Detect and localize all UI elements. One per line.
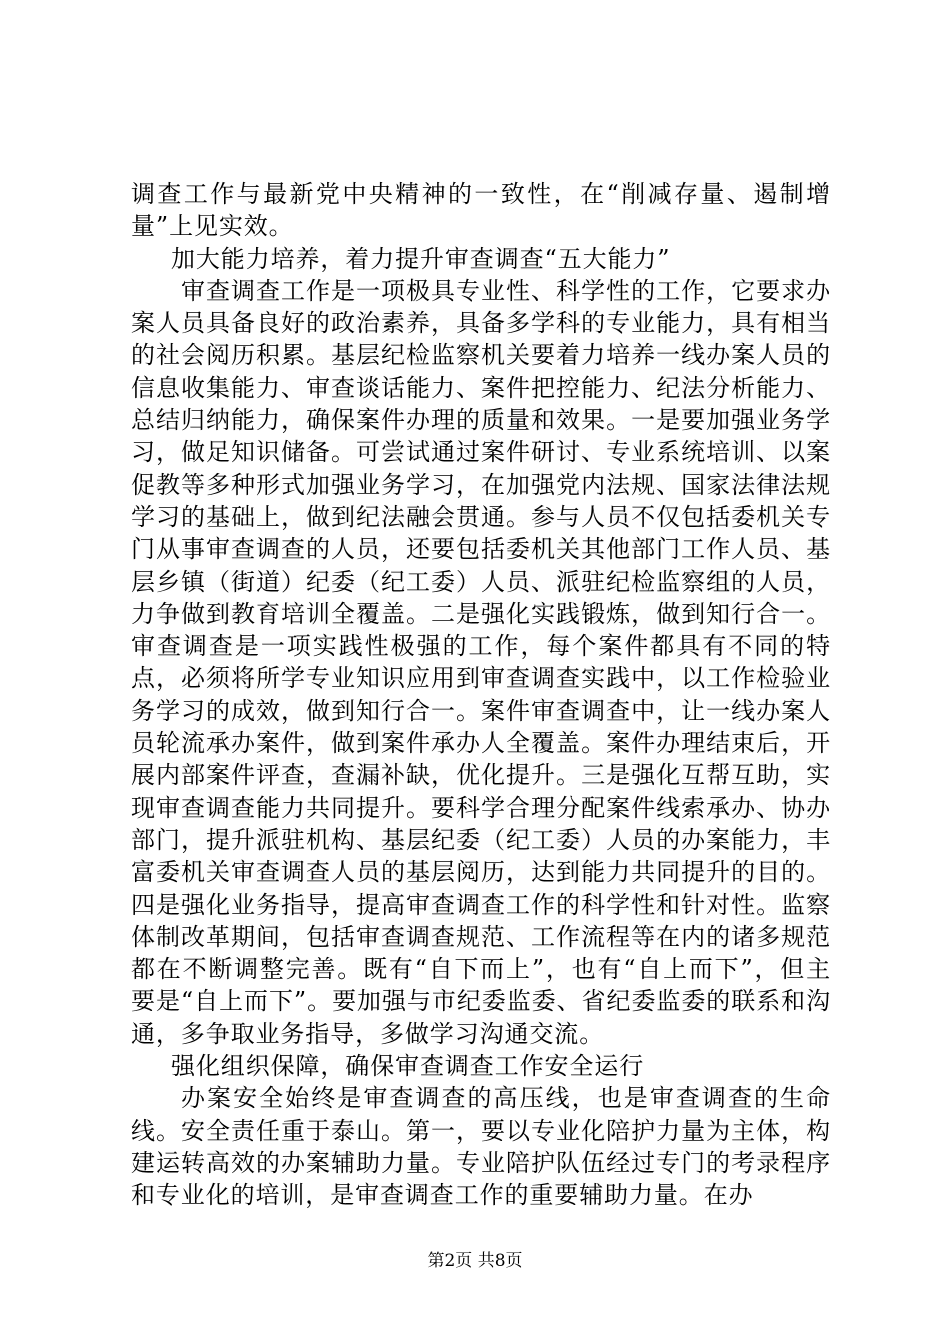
section-heading-safety: 强化组织保障，确保审查调查工作安全运行 (171, 1052, 645, 1081)
document-body (131, 178, 831, 1212)
section-heading-ability: 加大能力培养，着力提升审查调查“五大能力” (171, 244, 671, 273)
page-footer: 第2页 共8页 (427, 1251, 523, 1271)
paragraph-ability: 审查调查工作是一项极具专业性、科学性的工作，它要求办案人员具备良好的政治素养，具备多学科的专业能力，具有相当的社会阅历积累。基层纪检监察机关要着力培养一线办案人员的信息收集能力、审查谈话能力、案件把控能力、纪法分析能力、总结归纳能力，确保案件办理的质量和效果。一是要加强业务学习，做足知识储备。可尝试通过案件研讨、专业系统培训、以案促教等多种形式加强业务学习，在加强党内法规、国家法律法规学习的基础上，做到纪法融会贯通。参与人员不仅包括委机关专门从事审查调查的人员，还要包括委机关其他部门工作人员、基层乡镇（街道）纪委（纪工委）人员、派驻纪检监察组的人员，力争做到教育培训全覆盖。二是强化实践锻炼，做到知行合一。审查调查是一项实践性极强的工作，每个案件都具有不同的特点，必须将所学专业知识应用到审查调查实践中，以工作检验业务学习的成效，做到知行合一。案件审查调查中，让一线办案人员轮流承办案件，做到案件承办人全覆盖。案件办理结束后，开展内部案件评查，查漏补缺，优化提升。三是强化互帮互助，实现审查调查能力共同提升。要科学合理分配案件线索承办、协办部门，提升派驻机构、基层纪委（纪工委）人员的办案能力，丰富委机关审查调查人员的基层阅历，达到能力共同提升的目的。四是强化业务指导，提高审查调查工作的科学性和针对性。监察体制改革期间，包括审查调查规范、工作流程等在内的诸多规范都在不断调整完善。既有“自下而上”，也有“自上而下”，但主要是“自上而下”。要加强与市纪委监委、省纪委监委的联系和沟通，多争取业务指导，多做学习沟通交流。 (131, 276, 831, 1048)
paragraph-safety: 办案安全始终是审查调查的高压线，也是审查调查的生命线。安全责任重于泰山。第一，要以专业化陪护力量为主体，构建运转高效的办案辅助力量。专业陪护队伍经过专门的考录程序和专业化的培训，是审查调查工作的重要辅助力量。在办 (131, 1084, 831, 1210)
paragraph-continued: 调查工作与最新党中央精神的一致性，在“削减存量、遏制增量”上见实效。 (131, 180, 831, 241)
